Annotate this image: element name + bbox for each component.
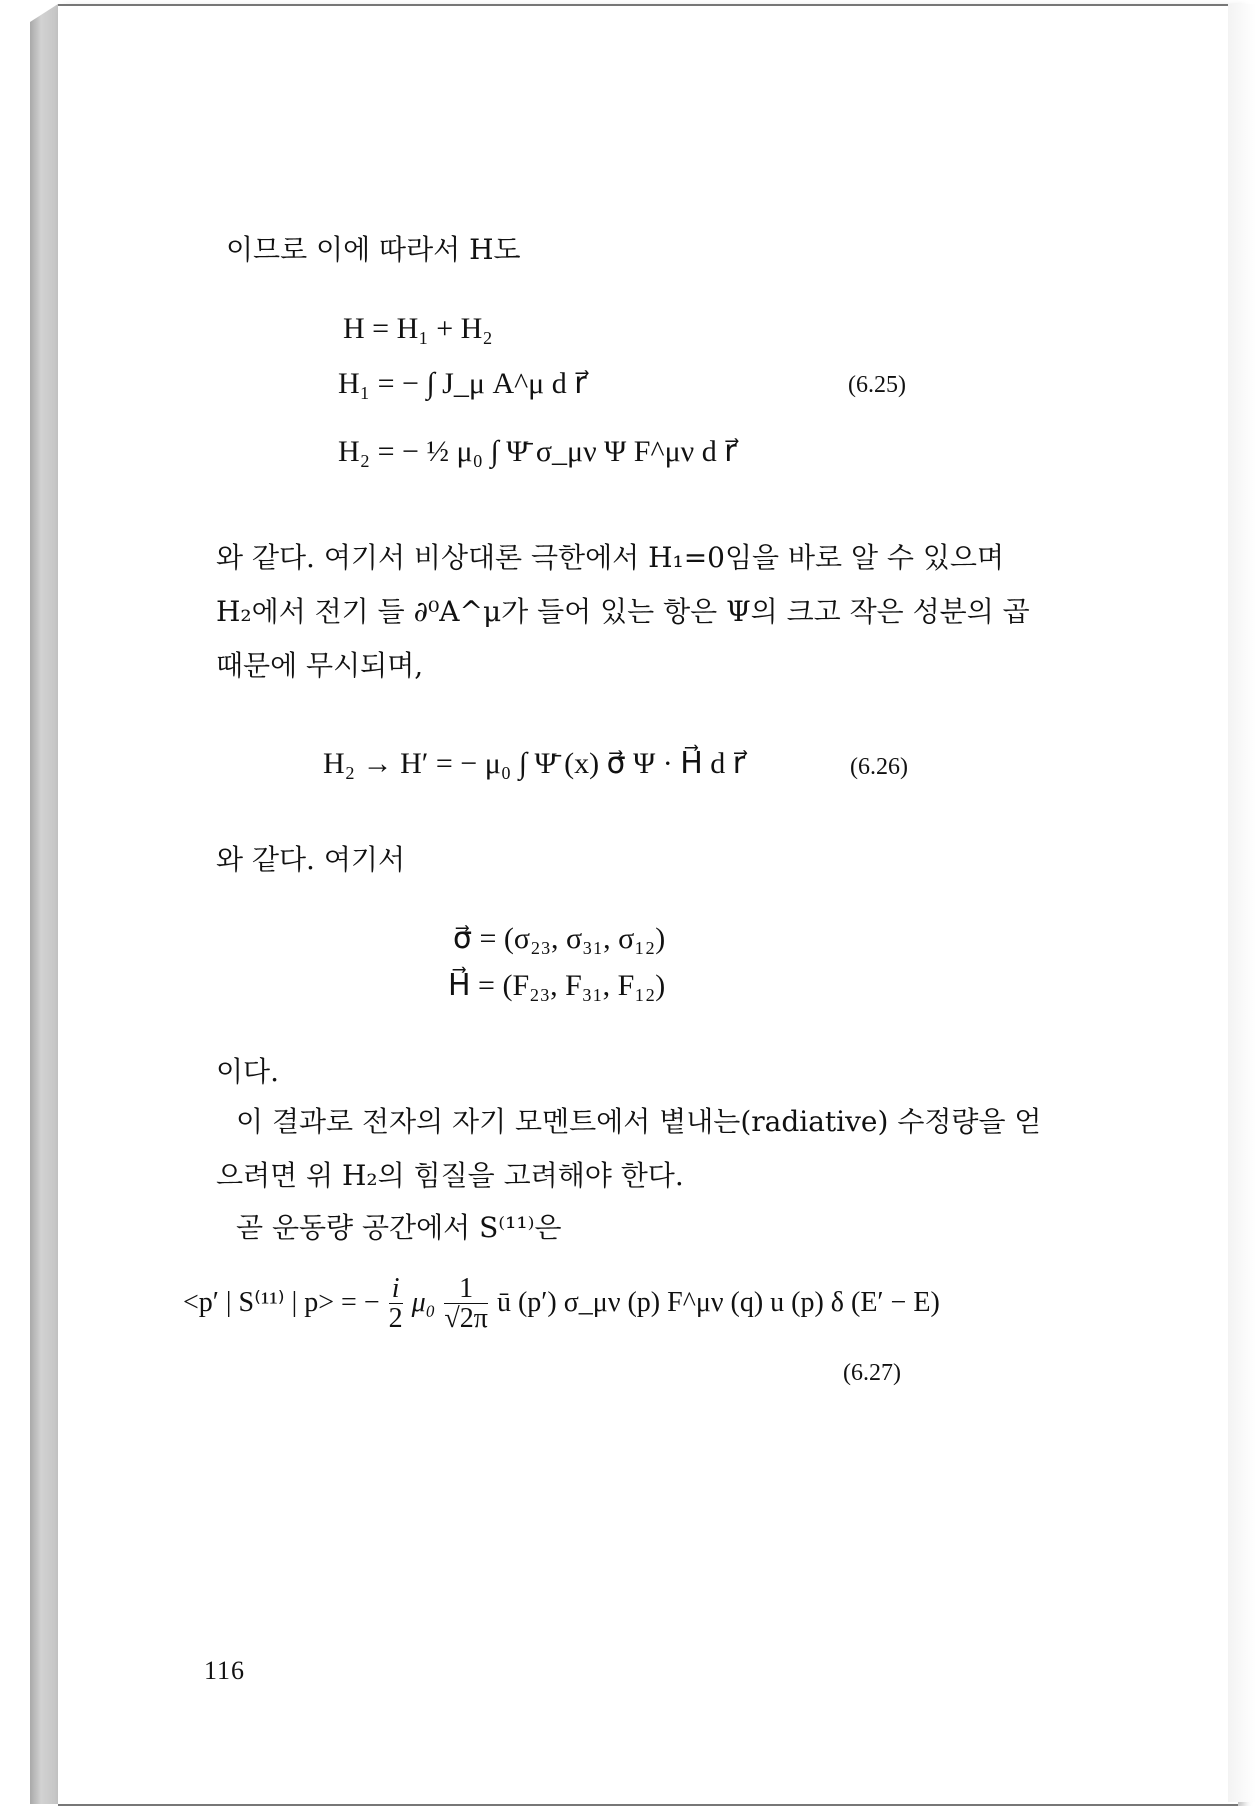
eq-6-25-line3: H₂ = − ½ μ₀ ∫ Ψ̄ σ_μν Ψ F^μν d r⃗ [338,435,737,468]
frac2-denominator: √2π [444,1303,488,1335]
eq-6-27-right: ū (p′) σ_μν (p) F^μν (q) u (p) δ (E′ − E) [496,1287,940,1319]
book-spine [30,4,58,1804]
para2-line2: 으려면 위 H₂의 힘질을 고려해야 한다. [216,1159,684,1192]
eq-6-25-line1: H = H₁ + H₂ [343,312,493,345]
para1-line2: H₂에서 전기 들 ∂⁰A^μ가 들어 있는 항은 Ψ의 크고 작은 성분의 곱 [216,595,1030,628]
frac1-denominator: 2 [388,1303,403,1335]
ida-line: 이다. [216,1055,279,1088]
para1-line3: 때문에 무시되며, [216,649,424,682]
book-page [58,4,1238,1806]
frac2-numerator: 1 [444,1274,488,1304]
para2-line1: 이 결과로 전자의 자기 모멘트에서 볕내는(radiative) 수정량을 얻 [236,1105,1042,1138]
para1-line1: 와 같다. 여기서 비상대론 극한에서 H₁=0임을 바로 알 수 있으며 [216,541,1005,574]
frac1-numerator: i [389,1274,403,1304]
eq-6-25-number: (6.25) [848,372,906,398]
eq-6-27-number: (6.27) [843,1360,901,1386]
eq-6-26: H₂ → H′ = − μ₀ ∫ Ψ̄ (x) σ⃗ Ψ · H⃗ d r⃗ [323,747,746,780]
page-number: 116 [204,1656,246,1685]
eq-6-27-frac-i-over-2 [389,1274,403,1335]
eq-6-27-frac-1-over-sqrt2pi [444,1274,488,1335]
page-content [58,6,1238,1804]
wagatda-line: 와 같다. 여기서 [216,843,405,876]
mu0-symbol: μ₀ [411,1287,436,1319]
para2-line3: 곧 운동량 공간에서 S⁽¹¹⁾은 [236,1211,562,1244]
h-vector-def: H⃗ = (F₂₃, F₃₁, F₁₂) [448,969,666,1002]
intro-line: 이므로 이에 따라서 H도 [226,233,521,266]
page-edge [1228,4,1256,1802]
eq-6-25-line2: H₁ = − ∫ J_μ A^μ d r⃗ [338,367,587,400]
eq-6-26-number: (6.26) [850,754,908,780]
eq-6-27 [183,1274,940,1335]
sigma-vector-def: σ⃗ = (σ₂₃, σ₃₁, σ₁₂) [453,922,666,955]
eq-6-27-left: <p′ | S⁽¹¹⁾ | p> = − [183,1287,380,1319]
